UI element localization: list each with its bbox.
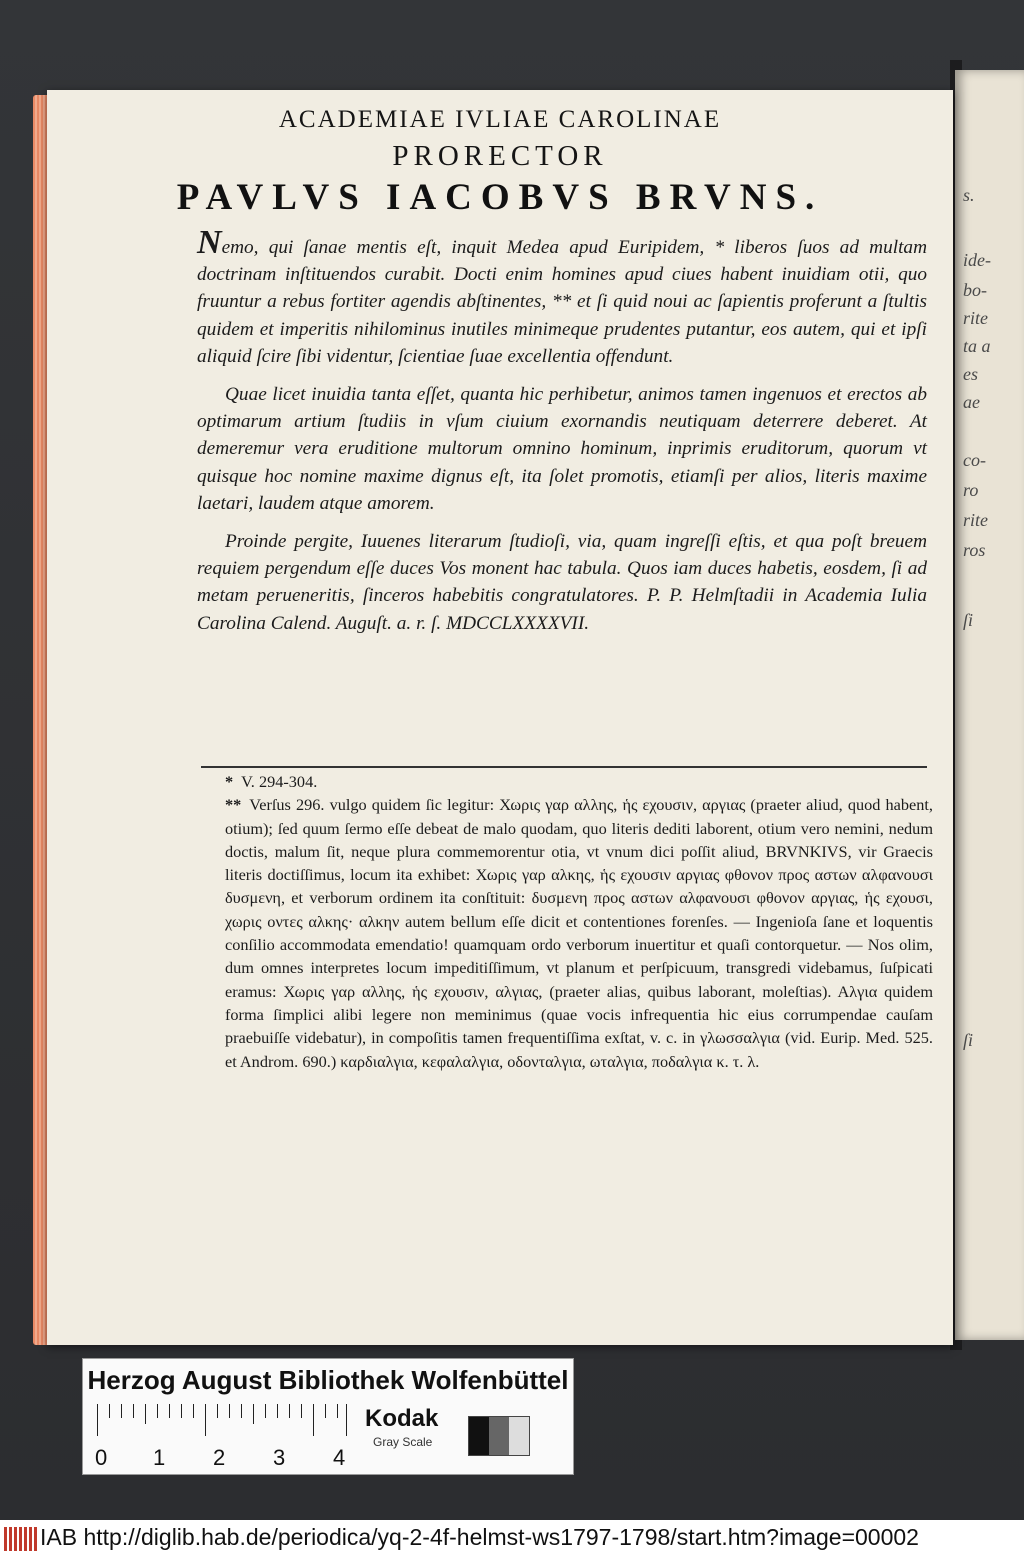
hab-logo-icon: [4, 1527, 38, 1551]
facing-text-fragment: rite: [963, 308, 988, 328]
scale-ruler: [97, 1404, 347, 1436]
kodak-logo: Kodak: [365, 1405, 439, 1432]
scale-label: 4: [333, 1445, 346, 1470]
facing-text-fragment: ide-: [963, 250, 991, 270]
facing-text-fragment: s.: [963, 185, 975, 205]
footnote-1-text: V. 294-304.: [241, 772, 318, 791]
footnote-rule: [201, 766, 927, 768]
facing-text-fragment: ta a: [963, 336, 991, 356]
footnote-mark: **: [225, 795, 242, 815]
scale-label: 2: [213, 1445, 226, 1470]
facing-text-fragment: ros: [963, 540, 986, 560]
scale-label: 0: [95, 1445, 108, 1470]
library-name: Herzog August Bibliothek Wolfenbüttel: [87, 1365, 569, 1395]
footnote-1: [225, 770, 933, 793]
facing-text-fragment: ae: [963, 392, 980, 412]
facing-text-fragment: ſi: [963, 610, 974, 630]
scale-numbers: [95, 1445, 395, 1469]
facing-page: [955, 70, 1024, 1340]
scale-label: 1: [153, 1445, 166, 1470]
url-footer: [0, 1520, 1024, 1557]
gray-scale-chips: [468, 1416, 530, 1456]
header-prorector: PRORECTOR: [392, 140, 608, 172]
gray-scale-label: Gray Scale: [373, 1435, 433, 1449]
footnote-2-text: Verſus 296. vulgo quidem ſic legitur: Χωρις γαρ αλλης, ἡς εχουσιν, αργιας (praeter aliud, quod habent, otium); ſed quum ſermo eſſe debeat de malo quodam, quo literis dediti laborent, otium vero nemini, nedum doctis, malum ſit, neque plura commemorentur otia, vt vnum dici poſſit aliud, BRVNKIVS, vir Graecis literis doctiſſimus, locum ita exhibet: Χωρις γαρ αλκης, ἡς εχουσιν αργιας φθονον προς αστων αλφανουσι δυσμενη, et verborum ordinem ita conſtituit: δυσμενη προς αστων αλφανουσι φθονον αργιας, ἡς εχουσι, χωρις οντες αλκης· αλκην autem bellum eſſe dicit et contentiones forenſes. — Ingenioſa ſane et loquentis conſilio accommodata emendatio! quamquam ordo verborum inuertitur et quaſi contorquetur. — Nos olim, dum omnes interpretes locum impeditiſſimum, vt planum et perſpicuum, transgredi videbamus, ſuſpicati eramus: Χωρις γαρ αλλης, ἡς εχουσιν, αλγιας, (praeter alias, quibus laborant, moleſtias). Αλγια quidem forma ſimplici alibi legere non meminimus (quae vocis infrequentia hic eius corrumpendae cauſam praebuiſſe videbatur), in compoſitis tamen frequentiſſima exſtat, v. c. in γλωσσαλγια (vid. Eurip. Med. 525. et Androm. 690.) καρδιαλγια, κεφαλαλγια, οδονταλγια, ωταλγια, ποδαλγια κ. τ. λ.: [225, 795, 933, 1071]
facing-text-fragment: co-: [963, 450, 986, 470]
footnote-mark: *: [225, 772, 234, 791]
facing-text-fragment: bo-: [963, 280, 987, 300]
facing-text-fragment: ro: [963, 480, 979, 500]
facing-text-fragment: ſi: [963, 1030, 974, 1050]
footnotes: [225, 770, 933, 1073]
page-url[interactable]: IAB http://diglib.hab.de/periodica/yq-2-4f-helmst-ws1797-1798/start.htm?image=00002: [40, 1524, 919, 1550]
facing-text-fragment: es: [963, 364, 978, 384]
paragraph-2: Quae licet inuidia tanta eſſet, quanta hic perhibetur, animos tamen ingenuos et erectos ab optimarum artium ſtudiis in vſum ciuium exornandis neutiquam deterrere deberet. At demeremur vera eruditione multorum omnino hominum, inprimis eruditorum, quorum vt quisque hoc nomine maxime dignus eſt, ita ſolet promotis, etiamſi per alios, literis maxime laetari, laudem atque amorem.: [197, 384, 927, 514]
document-page: [47, 90, 953, 1345]
footnote-2: [225, 793, 933, 1073]
drop-cap: N: [197, 224, 222, 261]
paragraph-1-text: emo, qui ſanae mentis eſt, inquit Medea apud Euripidem, * liberos ſuos ad multam doctrinam inſtituendos curabit. Docti enim homines apud ciues habent inuidiam otii, quo fruuntur a rebus fortiter agendis abſtinentes, ** et ſi quid noui ac ſapientis proferunt a ſtultis quidem et imperitis nihilominus inutiles minimeque prudentes putantur, eos autem, qui et ipſi aliquid ſcire ſibi videntur, ſcientiae ſuae excellentia offendunt.: [197, 237, 927, 367]
paragraph-3: Proinde pergite, Iuuenes literarum ſtudioſi, via, quam ingreſſi eſtis, et qua poſt breuem requiem pergendum eſſe duces Vos monent hac tabula. Quos iam duces habetis, eosdem, ſi ad metam perueneritis, ſinceros habebitis congratulatores. P. P. Helmſtadii in Academia Iulia Carolina Calend. Auguſt. a. r. ſ. MDCCLXXXXVII.: [197, 531, 927, 634]
library-color-card: [82, 1358, 574, 1475]
scale-label: 3: [273, 1445, 286, 1470]
facing-text-fragment: rite: [963, 510, 988, 530]
paragraph-1: [197, 224, 927, 370]
main-text: [197, 224, 927, 648]
header-name: PAVLVS IACOBVS BRVNS.: [176, 177, 824, 218]
header-academy: ACADEMIAE IVLIAE CAROLINAE: [278, 106, 722, 133]
